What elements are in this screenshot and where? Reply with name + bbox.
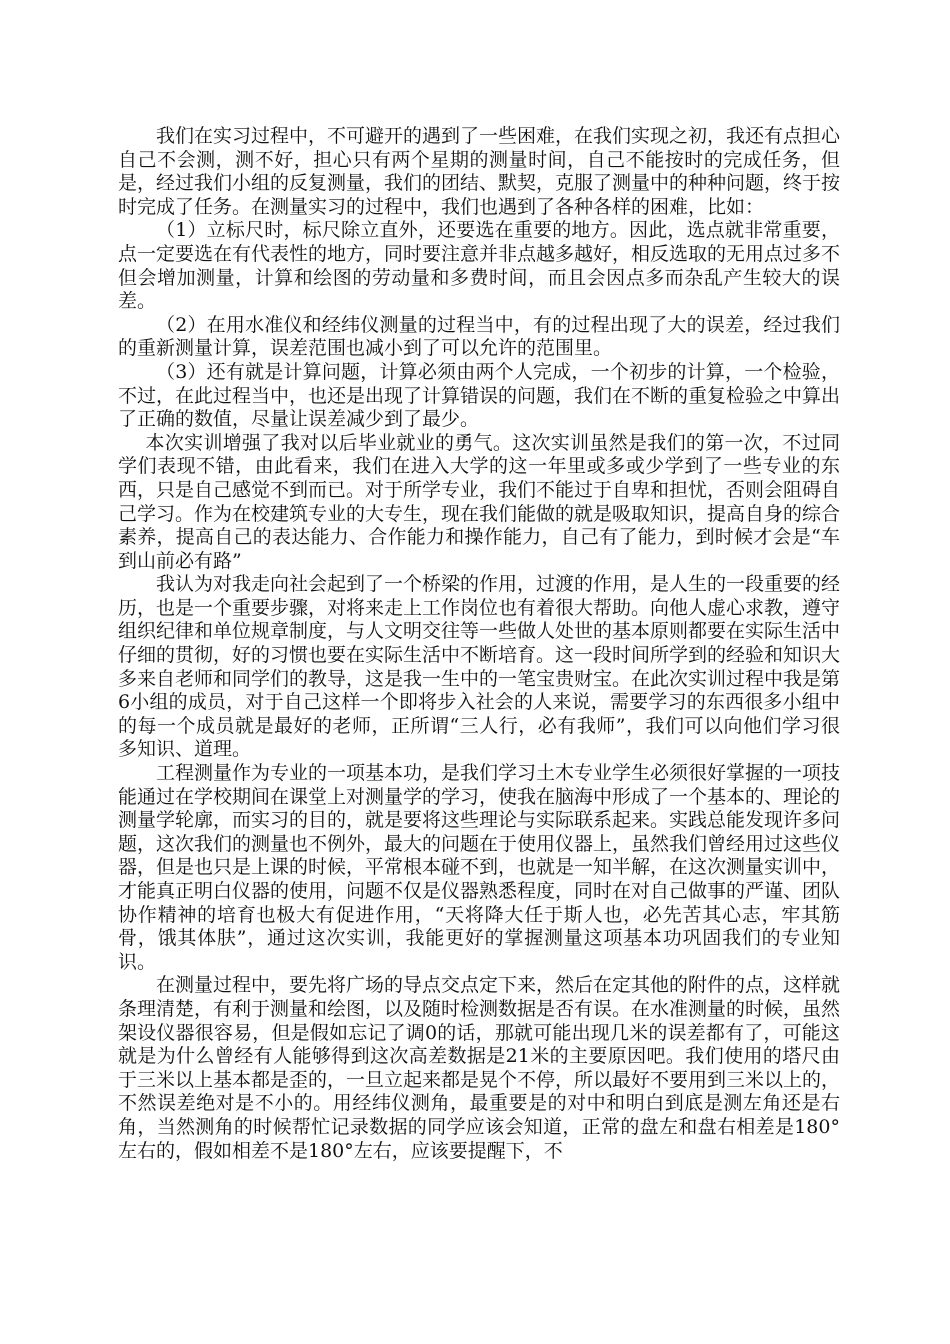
paragraph-engineering-survey: 工程测量作为专业的一项基本功，是我们学习土木专业学生必须很好掌握的一项技能通过在学校期间在课堂上对测量学的学习，使我在脑海中形成了一个基本的、理论的测量学轮廓，而实习的目的，就是要将这些理论与实际联系起来。实践总能发现许多问题，这次我们的测量也不例外，最大的问题在于使用仪器上，虽然我们曾经用过这些仪器，但是也只是上课的时候，平常根本碰不到，也就是一知半解，在这次测量实训中，才能真正明白仪器的使用，问题不仅是仪器熟悉程度，同时在对自己做事的严谨、团队协作精神的培育也极大有促进作用，“天将降大任于斯人也，必先苦其心志，牢其筋骨，饿其体肤”，通过这次实训，我能更好的掌握测量这项基本功巩固我们的专业知识。 [118,762,841,973]
paragraph-confidence: 本次实训增强了我对以后毕业就业的勇气。这次实训虽然是我们的第一次，不过同学们表现不错，由此看来，我们在进入大学的这一年里或多或少学到了一些专业的东西，只是自己感觉不到而已。对于所学专业，我们不能过于自卑和担忧，否则会阻碍自己学习。作为在校建筑专业的大专生，现在我们能做的就是吸取知识，提高自身的综合素养，提高自己的表达能力、合作能力和操作能力，自己有了能力，到时候才会是“车到山前必有路” [118,431,841,572]
paragraph-measurement-process: 在测量过程中，要先将广场的导点交点定下来，然后在定其他的附件的点，这样就条理清楚，有利于测量和绘图，以及随时检测数据是否有误。在水准测量的时候，虽然架设仪器很容易，但是假如忘记了调0的话，那就可能出现几米的误差都有了，可能这就是为什么曾经有人能够得到这次高差数据是21米的主要原因吧。我们使用的塔尺由于三米以上基本都是歪的，一旦立起来都是晃个不停，所以最好不要用到三米以上的，不然误差绝对是不小的。用经纬仪测角，最重要是的对中和明白到底是测左角还是右角，当然测角的时候帮忙记录数据的同学应该会知道，正常的盘左和盘右相差是180°左右的，假如相差不是180°左右，应该要提醒下，不 [118,974,841,1162]
document-body [118,125,840,1163]
paragraph-item-3: （3）还有就是计算问题，计算必须由两个人完成，一个初步的计算，一个检验，不过，在此过程当中，也还是出现了计算错误的问题，我们在不断的重复检验之中算出了正确的数值，尽量让误差减少到了最少。 [118,360,841,431]
paragraph-intro: 我们在实习过程中，不可避开的遇到了一些困难，在我们实现之初，我还有点担心自己不会测，测不好，担心只有两个星期的测量时间，自己不能按时的完成任务，但是，经过我们小组的反复测量，我们的团结、默契，克服了测量中的种种问题，终于按时完成了任务。在测量实习的过程中，我们也遇到了各种各样的困难，比如： [118,125,841,218]
paragraph-social-bridge: 我认为对我走向社会起到了一个桥梁的作用，过渡的作用，是人生的一段重要的经历，也是一个重要步骤，对将来走上工作岗位也有着很大帮助。向他人虚心求教，遵守组织纪律和单位规章制度，与人文明交往等一些做人处世的基本原则都要在实际生活中仔细的贯彻，好的习惯也要在实际生活中不断培育。这一段时间所学到的经验和知识大多来自老师和同学们的教导，这是我一生中的一笔宝贵财宝。在此次实训过程中我是第6小组的成员，对于自己这样一个即将步入社会的人来说，需要学习的东西很多小组中的每一个成员就是最好的老师，正所谓“三人行，必有我师”，我们可以向他们学习很多知识、道理。 [118,573,841,761]
paragraph-item-2: （2）在用水准仪和经纬仪测量的过程当中，有的过程出现了大的误差，经过我们的重新测量计算，误差范围也减小到了可以允许的范围里。 [118,313,840,360]
paragraph-item-1: （1）立标尺时，标尺除立直外，还要选在重要的地方。因此，选点就非常重要，点一定要选在有代表性的地方，同时要注意并非点越多越好，相反选取的无用点过多不但会增加测量，计算和绘图的劳动量和多费时间，而且会因点多而杂乱产生较大的误差。 [118,219,841,313]
